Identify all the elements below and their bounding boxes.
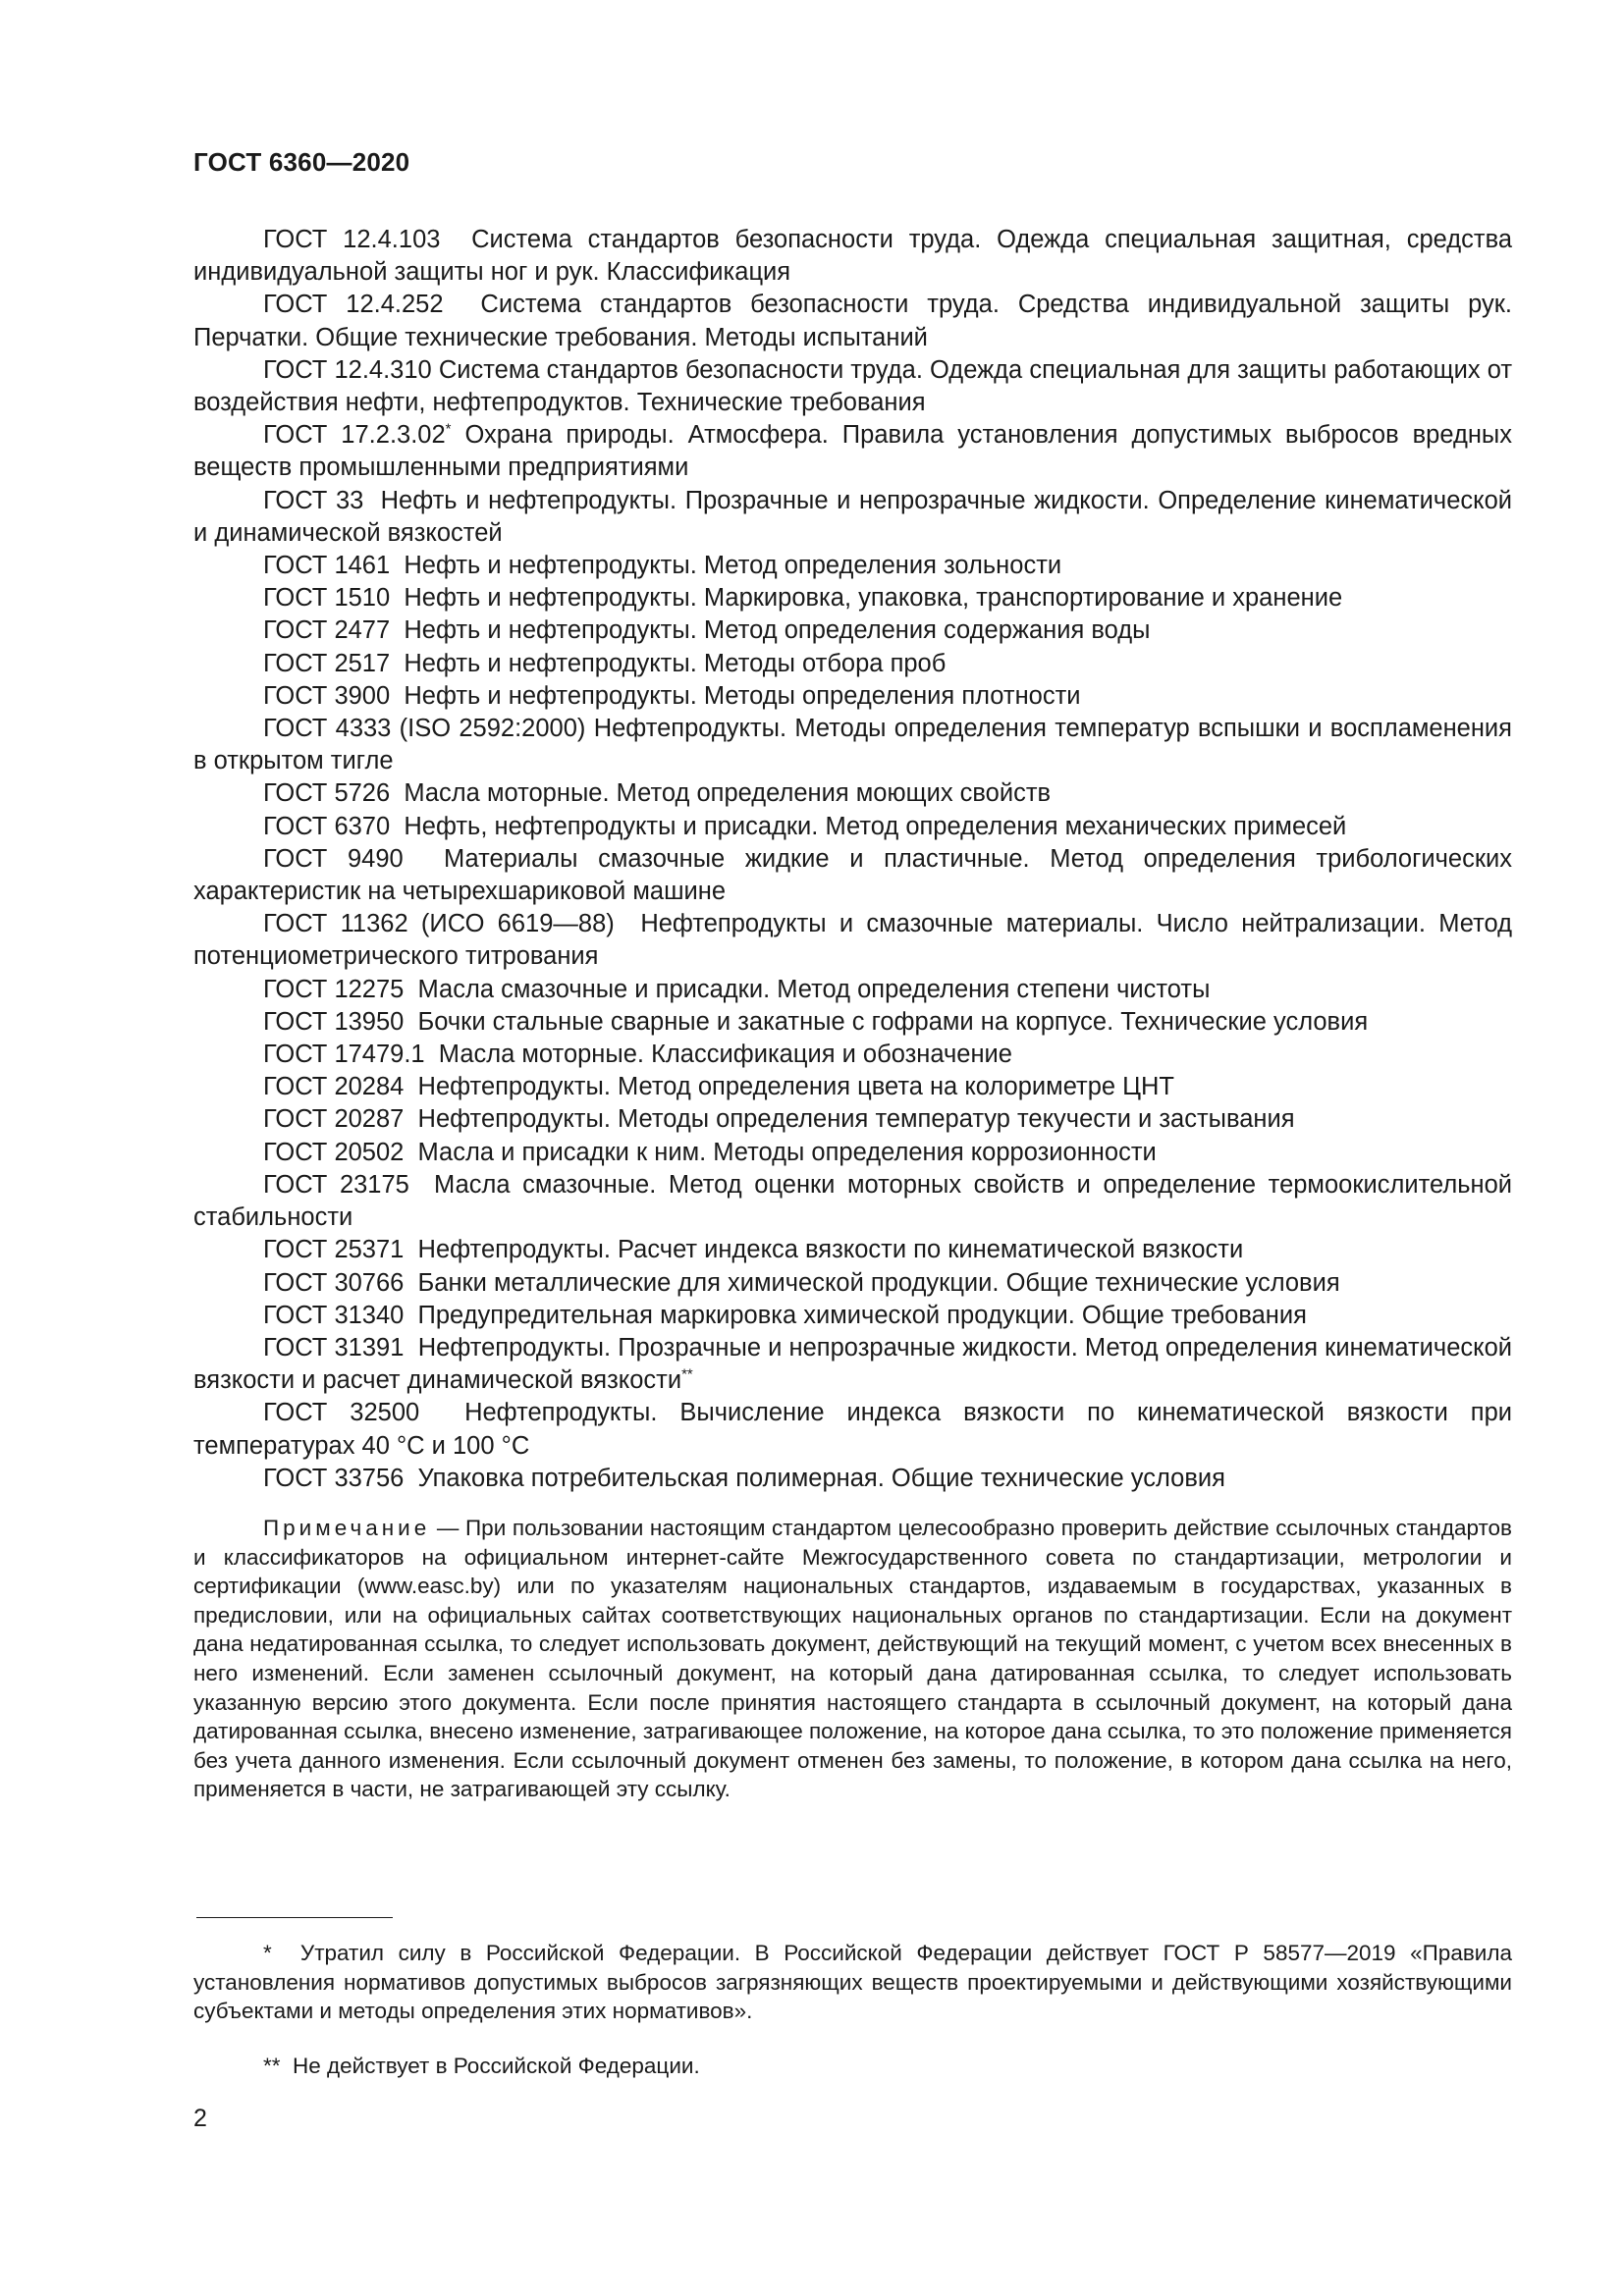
reference-item xyxy=(193,354,1512,419)
reference-code: ГОСТ 12.4.252 xyxy=(263,291,444,319)
reference-item xyxy=(193,582,1512,614)
reference-item xyxy=(193,1071,1512,1103)
reference-code: ГОСТ 25371 xyxy=(263,1236,405,1264)
normative-references-list xyxy=(193,224,1512,1495)
footnote-mark: ** xyxy=(263,2054,281,2078)
reference-code: ГОСТ 17.2.3.02 xyxy=(263,421,446,450)
reference-title: Материалы смазочные жидкие и пластичные. Метод определения трибологических характеристик на четырехшариковой машине xyxy=(193,844,1513,906)
reference-code: ГОСТ 23175 xyxy=(263,1170,409,1199)
reference-code: ГОСТ 33 xyxy=(263,486,364,514)
reference-title: Масла и присадки к ним. Методы определения коррозионности xyxy=(417,1138,1157,1166)
reference-item xyxy=(193,1039,1512,1071)
footnote-divider xyxy=(196,1917,393,1918)
reference-item xyxy=(193,1397,1512,1462)
reference-code: ГОСТ 20287 xyxy=(263,1105,405,1134)
reference-title: Нефтепродукты. Вычисление индекса вязкости по кинематической вязкости при температурах 40 °С и 100 °С xyxy=(193,1399,1513,1460)
reference-code: ГОСТ 3900 xyxy=(263,681,391,710)
reference-code: ГОСТ 13950 xyxy=(263,1007,405,1036)
reference-item xyxy=(193,419,1512,484)
note-paragraph xyxy=(193,1514,1512,1804)
reference-code: ГОСТ 20284 xyxy=(263,1073,405,1101)
reference-title: Нефтепродукты. Расчет индекса вязкости по кинематической вязкости xyxy=(417,1236,1244,1264)
reference-item xyxy=(193,1169,1512,1234)
reference-item xyxy=(193,550,1512,582)
reference-item xyxy=(193,614,1512,647)
reference-title: Нефть и нефтепродукты. Методы определения плотности xyxy=(404,681,1081,710)
reference-code: ГОСТ 9490 xyxy=(263,844,404,873)
footnote-text: Не действует в Российской Федерации. xyxy=(293,2054,700,2078)
reference-title: Упаковка потребительская полимерная. Общие технические условия xyxy=(417,1464,1225,1492)
reference-code: ГОСТ 33756 xyxy=(263,1464,405,1492)
reference-code: ГОСТ 31391 xyxy=(263,1333,405,1362)
document-header: ГОСТ 6360—2020 xyxy=(193,147,410,177)
reference-item xyxy=(193,1300,1512,1332)
reference-code: ГОСТ 31340 xyxy=(263,1301,405,1329)
reference-item xyxy=(193,908,1512,973)
reference-code: ГОСТ 32500 xyxy=(263,1399,420,1427)
reference-item xyxy=(193,680,1512,713)
reference-title: Масла смазочные и присадки. Метод определения степени чистоты xyxy=(417,975,1211,1003)
reference-item xyxy=(193,777,1512,810)
reference-title: Нефтепродукты. Прозрачные и непрозрачные жидкости. Метод определения кинематической вязкости и расчет динамической вязкости xyxy=(193,1333,1513,1395)
reference-item xyxy=(193,843,1512,908)
reference-code: ГОСТ 12.4.103 xyxy=(263,226,441,253)
footnote xyxy=(193,2052,1512,2081)
reference-code: ГОСТ 17479.1 xyxy=(263,1041,425,1069)
reference-item xyxy=(193,974,1512,1006)
reference-title: Нефть и нефтепродукты. Прозрачные и непрозрачные жидкости. Определение кинематической и динамической вязкостей xyxy=(193,486,1512,547)
footnote-mark: * xyxy=(263,1941,272,1965)
reference-code: ГОСТ 2517 xyxy=(263,649,391,677)
reference-title: Бочки стальные сварные и закатные с гофрами на корпусе. Технические условия xyxy=(417,1007,1369,1036)
reference-item xyxy=(193,485,1512,550)
note-label: Примечание xyxy=(263,1516,431,1540)
reference-title: Банки металлические для химической продукции. Общие технические условия xyxy=(417,1268,1340,1297)
reference-title: Нефтепродукты и смазочные материалы. Число нейтрализации. Метод потенциометрического титрования xyxy=(193,910,1512,971)
reference-item xyxy=(193,713,1512,777)
reference-item xyxy=(193,648,1512,680)
reference-item xyxy=(193,1267,1512,1300)
reference-code: ГОСТ 1461 xyxy=(263,552,391,580)
reference-title: Нефтепродукты. Методы определения температур вспышки и воспламенения в открытом тигле xyxy=(193,715,1512,775)
reference-title: Нефть и нефтепродукты. Метод определения содержания воды xyxy=(404,616,1151,645)
reference-item xyxy=(193,1006,1512,1039)
reference-title: Нефтепродукты. Метод определения цвета на колориметре ЦНТ xyxy=(417,1073,1175,1101)
reference-item xyxy=(193,1332,1512,1397)
page-number: 2 xyxy=(193,2105,207,2132)
reference-code: ГОСТ 1510 xyxy=(263,584,391,613)
reference-item xyxy=(193,1103,1512,1136)
reference-title: Предупредительная маркировка химической продукции. Общие требования xyxy=(417,1301,1307,1329)
reference-title: Система стандартов безопасности труда. Средства индивидуальной защиты рук. Перчатки. Общие технические требования. Методы испытаний xyxy=(193,291,1513,351)
reference-item xyxy=(193,1234,1512,1266)
reference-title: Нефть и нефтепродукты. Методы отбора проб xyxy=(404,649,947,677)
reference-item xyxy=(193,224,1512,289)
reference-title: Нефть и нефтепродукты. Метод определения зольности xyxy=(404,552,1062,580)
reference-title: Нефть, нефтепродукты и присадки. Метод определения механических примесей xyxy=(404,812,1347,840)
footnote xyxy=(193,1939,1512,2026)
reference-code: ГОСТ 12275 xyxy=(263,975,405,1003)
footnote-mark: * xyxy=(445,420,452,438)
reference-code: ГОСТ 4333 (ISO 2592:2000) xyxy=(263,715,586,743)
reference-title: Система стандартов безопасности труда. Одежда специальная защитная, средства индивидуальной защиты ног и рук. Классификация xyxy=(193,226,1513,287)
reference-code: ГОСТ 2477 xyxy=(263,616,391,645)
reference-item xyxy=(193,289,1512,353)
reference-title: Масла смазочные. Метод оценки моторных свойств и определение термоокислительной стабильности xyxy=(193,1170,1512,1232)
reference-item xyxy=(193,811,1512,843)
reference-code: ГОСТ 11362 (ИСО 6619—88) xyxy=(263,910,615,938)
reference-title: Охрана природы. Атмосфера. Правила установления допустимых выбросов вредных веществ промышленными предприятиями xyxy=(193,421,1513,482)
footnote-text: Утратил силу в Российской Федерации. В Российской Федерации действует ГОСТ Р 58577—2019 «Правила установления нормативов допустимых выбросов загрязняющих веществ проектируемыми и действующими хозяйствующими субъектами и методы определения этих нормативов». xyxy=(193,1941,1512,2024)
reference-title: Масла моторные. Метод определения моющих свойств xyxy=(404,779,1052,808)
reference-title: Масла моторные. Классификация и обозначение xyxy=(438,1041,1012,1069)
reference-title: Нефть и нефтепродукты. Маркировка, упаковка, транспортирование и хранение xyxy=(404,584,1343,613)
note-text: — При пользовании настоящим стандартом целесообразно проверить действие ссылочных стандартов и классификаторов на официальном интернет-сайте Межгосударственного совета по стандартизации, метрологии и сертификации (www.easc.by) или по указателям национальных стандартов, издаваемым в государствах, указанных в предисловии, или на официальных сайтах соответствующих национальных органов по стандартизации. Если на документ дана недатированная ссылка, то следует использовать документ, действующий на текущий момент, с учетом всех внесенных в него изменений. Если заменен ссылочный документ, на который дана датированная ссылка, то следует использовать указанную версию этого документа. Если после принятия настоящего стандарта в ссылочный документ, на который дана датированная ссылка, внесено изменение, затрагивающее положение, на которое дана ссылка, то это положение применяется без учета данного изменения. Если ссылочный документ отменен без замены, то положение, в котором дана ссылка на него, применяется в части, не затрагивающей эту ссылку. xyxy=(193,1516,1512,1802)
reference-item xyxy=(193,1137,1512,1169)
reference-title: Нефтепродукты. Методы определения температур текучести и застывания xyxy=(417,1105,1295,1134)
reference-title: Система стандартов безопасности труда. Одежда специальная для защиты работающих от воздействия нефти, нефтепродуктов. Технические требования xyxy=(193,355,1513,417)
reference-item xyxy=(193,1463,1512,1495)
reference-code: ГОСТ 30766 xyxy=(263,1268,405,1297)
footnote-mark: ** xyxy=(681,1365,693,1383)
reference-code: ГОСТ 12.4.310 xyxy=(263,355,432,384)
reference-code: ГОСТ 20502 xyxy=(263,1138,405,1166)
reference-code: ГОСТ 6370 xyxy=(263,812,391,840)
reference-code: ГОСТ 5726 xyxy=(263,779,391,808)
